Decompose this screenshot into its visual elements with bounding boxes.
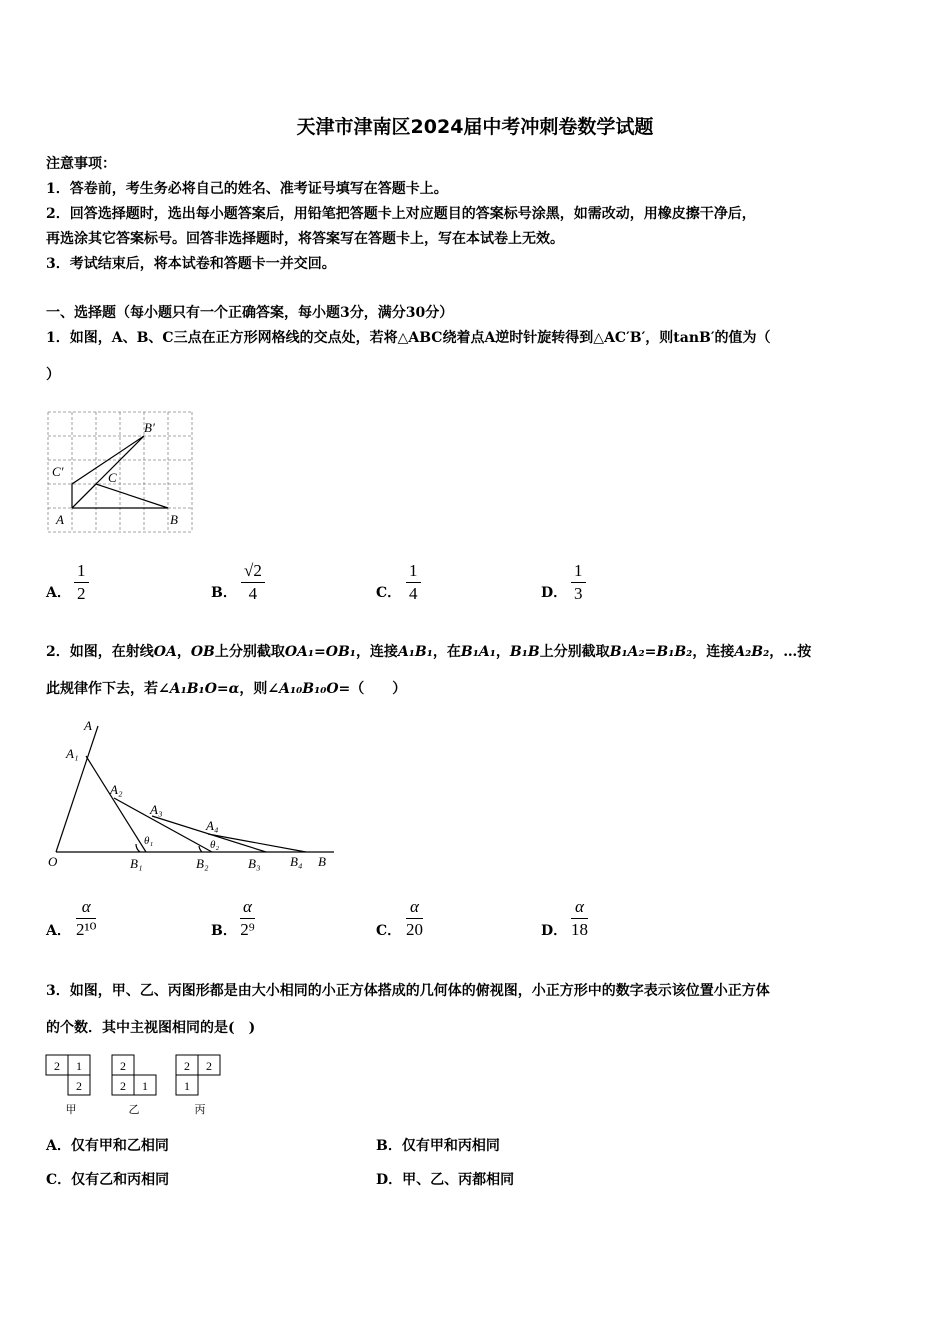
q1-option-b-label: B． xyxy=(211,585,237,601)
label-O: O xyxy=(48,854,58,869)
q3-option-b: B．仅有甲和丙相同 xyxy=(376,1138,500,1154)
q3-views-figure xyxy=(44,1053,234,1119)
q2-option-b-label: B． xyxy=(211,923,237,939)
q3-option-a: A．仅有甲和乙相同 xyxy=(46,1138,169,1154)
q3-option-d: D．甲、乙、丙都相同 xyxy=(376,1172,515,1188)
label-A: A xyxy=(84,718,92,733)
q1-option-c-value: $\frac{1}{4}$ xyxy=(406,560,421,605)
bing-cell: 2 xyxy=(184,1059,190,1073)
label-C-prime: C′ xyxy=(52,464,64,479)
yi-caption: 乙 xyxy=(128,1104,140,1116)
q2-option-c-label: C． xyxy=(376,923,402,939)
page-title: 天津市津南区2024届中考冲刺卷数学试题 xyxy=(296,116,654,138)
yi-cell: 2 xyxy=(120,1079,126,1093)
label-theta1: θ₁ xyxy=(144,835,154,847)
q2-rays-figure xyxy=(44,716,336,876)
q1-option-d-label: D． xyxy=(541,585,568,601)
label-A4: A₄ xyxy=(206,818,219,833)
notice-item: 再选涂其它答案标号。回答非选择题时，将答案写在答题卡上，写在本试卷上无效。 xyxy=(46,231,564,247)
label-A2: A₂ xyxy=(110,782,123,797)
label-A3: A₃ xyxy=(150,802,163,817)
label-B: B xyxy=(170,512,178,527)
yi-cell: 2 xyxy=(120,1059,126,1073)
q3-option-c: C．仅有乙和丙相同 xyxy=(46,1172,170,1188)
bing-cell: 1 xyxy=(184,1079,190,1093)
notice-heading: 注意事项： xyxy=(46,156,116,172)
q2-option-a-label: A． xyxy=(46,923,71,939)
q1-option-a-value: $\frac{1}{2}$ xyxy=(74,560,89,605)
q2-option-a-value: $\frac{\alpha}{\text{2¹⁰}}$ xyxy=(76,897,97,939)
jia-cell: 1 xyxy=(76,1059,82,1073)
q3-stem: 3．如图，甲、乙、丙图形都是由大小相同的小正方体搭成的几何体的俯视图，小正方形中的数字表示该位置小正方体 xyxy=(46,983,770,999)
label-B2: B₂ xyxy=(196,856,209,871)
q2-stem: 2．如图，在射线OA，OB上分别截取OA₁=OB₁，连接A₁B₁，在B₁A₁，B₁B上分别截取B₁A₂=B₁B₂，连接A₂B₂，…按 xyxy=(46,644,812,660)
q1-stem-end: ） xyxy=(46,367,60,383)
q1-stem: 1．如图，A、B、C三点在正方形网格线的交点处，若将△ABC绕着点A逆时针旋转得到△AC′B′，则tanB′的值为（ xyxy=(46,330,771,346)
q3-stem-line2: 的个数．其中主视图相同的是( ) xyxy=(46,1020,256,1036)
label-A: A xyxy=(56,512,64,527)
bing-cell: 2 xyxy=(206,1059,212,1073)
q1-option-c-label: C． xyxy=(376,585,402,601)
section-heading: 一、选择题（每小题只有一个正确答案，每小题3分，满分30分） xyxy=(46,305,454,321)
label-C: C xyxy=(108,470,117,485)
label-B3: B₃ xyxy=(248,856,261,871)
label-B-prime: B′ xyxy=(144,420,155,435)
q2-option-d-value: $\frac{\alpha}{18}$ xyxy=(571,897,588,939)
jia-cell: 2 xyxy=(54,1059,60,1073)
q1-option-d-value: $\frac{1}{3}$ xyxy=(571,560,586,605)
label-B: B xyxy=(318,854,326,869)
q2-option-b-value: $\frac{\alpha}{\text{2⁹}}$ xyxy=(240,897,255,939)
q1-option-a-label: A． xyxy=(46,585,71,601)
bing-caption: 丙 xyxy=(194,1104,206,1116)
jia-caption: 甲 xyxy=(65,1104,77,1116)
q1-grid-figure xyxy=(46,410,194,534)
yi-cell: 1 xyxy=(142,1079,148,1093)
q1-option-b-value: $\frac{√2}{4}$ xyxy=(241,560,265,605)
label-theta2: θ₂ xyxy=(210,839,220,851)
q2-option-d-label: D． xyxy=(541,923,568,939)
notice-item: 2．回答选择题时，选出每小题答案后，用铅笔把答题卡上对应题目的答案标号涂黑，如需改动，用橡皮擦干净后， xyxy=(46,206,756,222)
q2-stem-line2: 此规律作下去，若∠A₁B₁O=α，则∠A₁₀B₁₀O=（ ） xyxy=(46,681,407,697)
q2-option-c-value: $\frac{\alpha}{20}$ xyxy=(406,897,423,939)
label-A1: A₁ xyxy=(66,746,79,761)
notice-item: 3．考试结束后，将本试卷和答题卡一并交回。 xyxy=(46,256,336,272)
label-B1: B₁ xyxy=(130,856,143,871)
jia-cell: 2 xyxy=(76,1079,82,1093)
notice-item: 1．答卷前，考生务必将自己的姓名、准考证号填写在答题卡上。 xyxy=(46,181,448,197)
label-B4: B₄ xyxy=(290,854,303,869)
